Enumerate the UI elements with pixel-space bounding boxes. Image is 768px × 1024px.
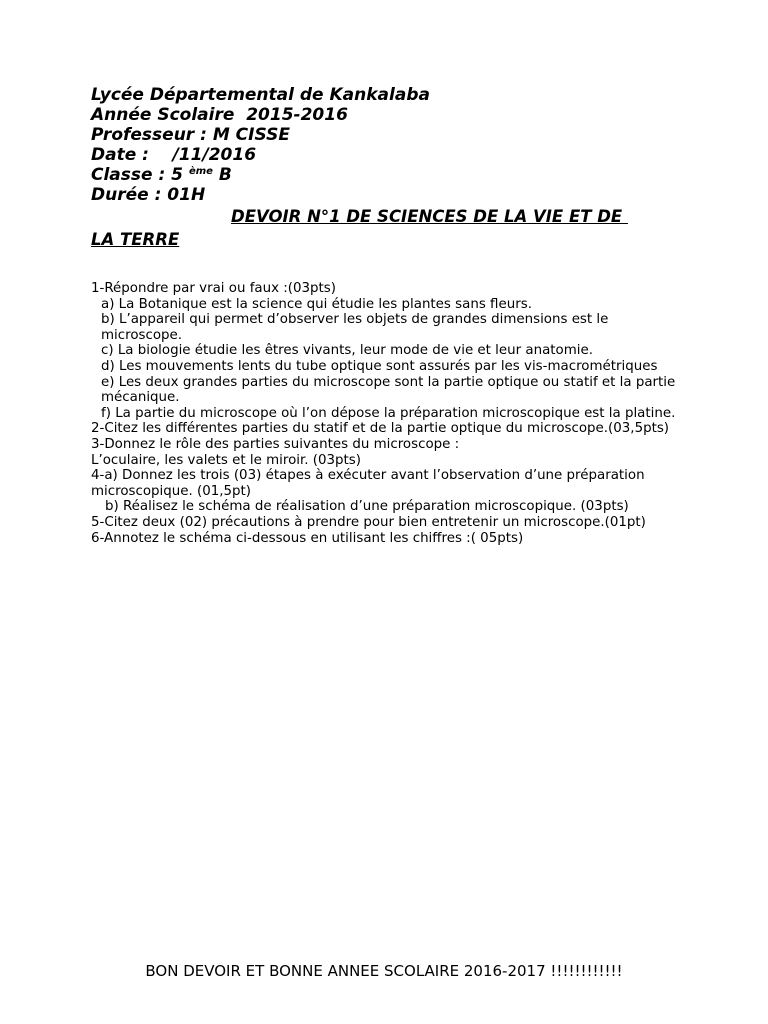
class-level-prefix: Classe : 5 — [91, 165, 189, 185]
question-1f: f) La partie du microscope où l’on dépose la préparation microscopique est la platine. — [101, 405, 676, 421]
question-2: 2-Citez les différentes parties du statif et de la partie optique du microscope.(03,5pts) — [91, 421, 670, 437]
question-5: 5-Citez deux (02) précautions à prendre pour bien entretenir un microscope.(01pt) — [91, 514, 646, 530]
class-level-superscript: ème — [188, 166, 213, 177]
question-3-items: L’oculaire, les valets et le miroir. (03pts) — [91, 452, 361, 468]
class-level-suffix: B — [212, 165, 232, 185]
question-4b: b) Réalisez le schéma de réalisation d’une préparation microscopique. (03pts) — [105, 499, 629, 515]
question-4a: 4-a) Donnez les trois (03) étapes à exécuter avant l’observation d’une préparation microscopique. (01,5pt) — [91, 468, 645, 499]
school-year: Année Scolaire 2015-2016 — [91, 105, 348, 125]
footer-message: BON DEVOIR ET BONNE ANNEE SCOLAIRE 2016-2017 !!!!!!!!!!!! — [145, 962, 623, 980]
exam-title — [91, 205, 691, 251]
question-1c: c) La biologie étudie les êtres vivants, leur mode de vie et leur anatomie. — [101, 343, 593, 359]
class-level — [91, 165, 691, 185]
exam-title-line-2: LA TERRE — [91, 230, 180, 249]
question-1e: e) Les deux grandes parties du microscope sont la partie optique ou statif et la partie mécanique. — [101, 374, 676, 406]
exam-title-line-1: DEVOIR N°1 DE SCIENCES DE LA VIE ET DE — [231, 207, 628, 226]
question-6: 6-Annotez le schéma ci-dessous en utilisant les chiffres :( 05pts) — [91, 530, 524, 546]
question-1a: a) La Botanique est la science qui étudie les plantes sans fleurs. — [101, 296, 532, 312]
question-1: 1-Répondre par vrai ou faux :(03pts) — [91, 281, 337, 296]
exam-date: Date : /11/2016 — [91, 145, 257, 165]
question-3: 3-Donnez le rôle des parties suivantes du microscope : — [91, 436, 460, 452]
question-1d: d) Les mouvements lents du tube optique sont assurés par les vis-macrométriques — [101, 358, 658, 374]
teacher-name: Professeur : M CISSE — [91, 125, 290, 145]
exam-duration: Durée : 01H — [91, 185, 206, 205]
document-header — [91, 85, 691, 251]
question-1b: b) L’appareil qui permet d’observer les objets de grandes dimensions est le microscope. — [101, 312, 609, 343]
question-list — [91, 281, 681, 546]
school-name: Lycée Départemental de Kankalaba — [91, 85, 430, 105]
